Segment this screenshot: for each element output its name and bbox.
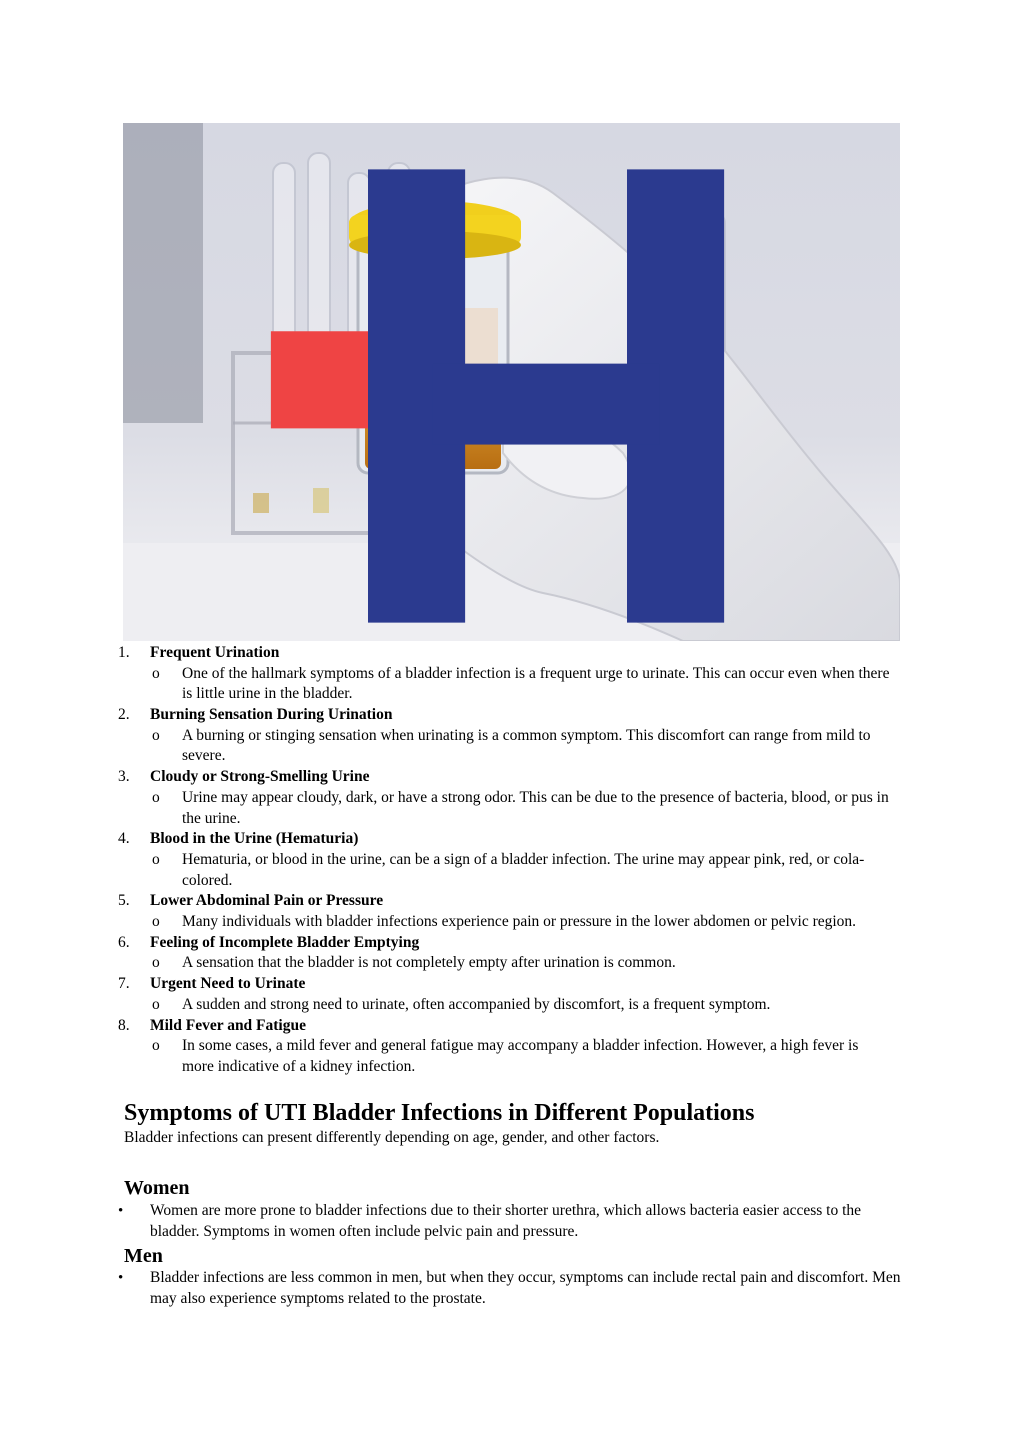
urine-sample-photo [123,123,900,641]
symptom-number: 7. [118,975,130,993]
women-heading: Women [124,1177,190,1199]
sub-bullet-mark: o [152,995,160,1013]
sub-bullet-mark: o [152,913,160,931]
symptom-description: In some cases, a mild fever and general fatigue may accompany a bladder infection. However, a high fever is more indicative of a kidney infection. [182,1037,859,1075]
symptom-number: 6. [118,933,130,951]
symptom-list [0,643,1023,1078]
section-intro: Bladder infections can present differently depending on age, gender, and other factors. [124,1129,660,1146]
symptom-number: 4. [118,830,130,848]
symptom-description: A burning or stinging sensation when urinating is a common symptom. This discomfort can range from mild to severe. [182,726,871,765]
sub-bullet-mark: o [152,1037,160,1055]
symptom-title: Burning Sensation During Urination [150,706,393,724]
sub-bullet-mark: o [152,726,160,744]
symptom-title: Mild Fever and Fatigue [150,1016,306,1034]
h-logo-icon [123,137,886,641]
symptom-title: Cloudy or Strong-Smelling Urine [150,768,370,786]
symptom-title: Blood in the Urine (Hematuria) [150,830,359,848]
men-bullet: • [118,1270,124,1286]
symptom-number: 3. [118,768,130,786]
sub-bullet-mark: o [152,664,160,682]
women-bullet: • [118,1203,124,1219]
symptom-item [0,767,1023,829]
symptom-description: A sensation that the bladder is not completely empty after urination is common. [182,954,676,972]
symptom-item [0,891,1023,932]
symptom-item [0,705,1023,767]
symptom-number: 8. [118,1016,130,1034]
sub-bullet-mark: o [152,788,160,806]
symptom-description: A sudden and strong need to urinate, often accompanied by discomfort, is a frequent symptom. [182,995,771,1013]
symptom-description: Urine may appear cloudy, dark, or have a strong odor. This can be due to the presence of bacteria, blood, or pus in the urine. [182,788,889,827]
symptom-title: Feeling of Incomplete Bladder Emptying [150,933,420,951]
symptom-number: 2. [118,706,130,724]
symptom-item [0,974,1023,1015]
symptom-title: Urgent Need to Urinate [150,975,306,993]
men-heading: Men [124,1245,163,1267]
symptom-description: One of the hallmark symptoms of a bladder infection is a frequent urge to urinate. This can occur even when there is little urine in the bladder. [182,664,890,703]
symptom-description: Hematuria, or blood in the urine, can be a sign of a bladder infection. The urine may appear pink, red, or cola-colored. [182,850,865,889]
men-description: Bladder infections are less common in men, but when they occur, symptoms can include rectal pain and discomfort. Men may also experience symptoms related to the prostate. [150,1269,901,1307]
symptom-item [0,933,1023,974]
symptom-description: Many individuals with bladder infections experience pain or pressure in the lower abdomen or pelvic region. [182,913,857,931]
symptom-number: 5. [118,892,130,910]
symptom-item [0,643,1023,705]
symptom-number: 1. [118,644,130,661]
symptom-title: Lower Abdominal Pain or Pressure [150,892,384,910]
symptom-item [0,1016,1023,1078]
sub-bullet-mark: o [152,850,160,868]
symptom-title: Frequent Urination [150,644,280,661]
women-description: Women are more prone to bladder infections due to their shorter urethra, which allows bacteria easier access to the bladder. Symptoms in women often include pelvic pain and pressure. [150,1202,862,1240]
symptom-item [0,829,1023,891]
sub-bullet-mark: o [152,954,160,972]
section-heading: Symptoms of UTI Bladder Infections in Different Populations [124,1100,755,1126]
